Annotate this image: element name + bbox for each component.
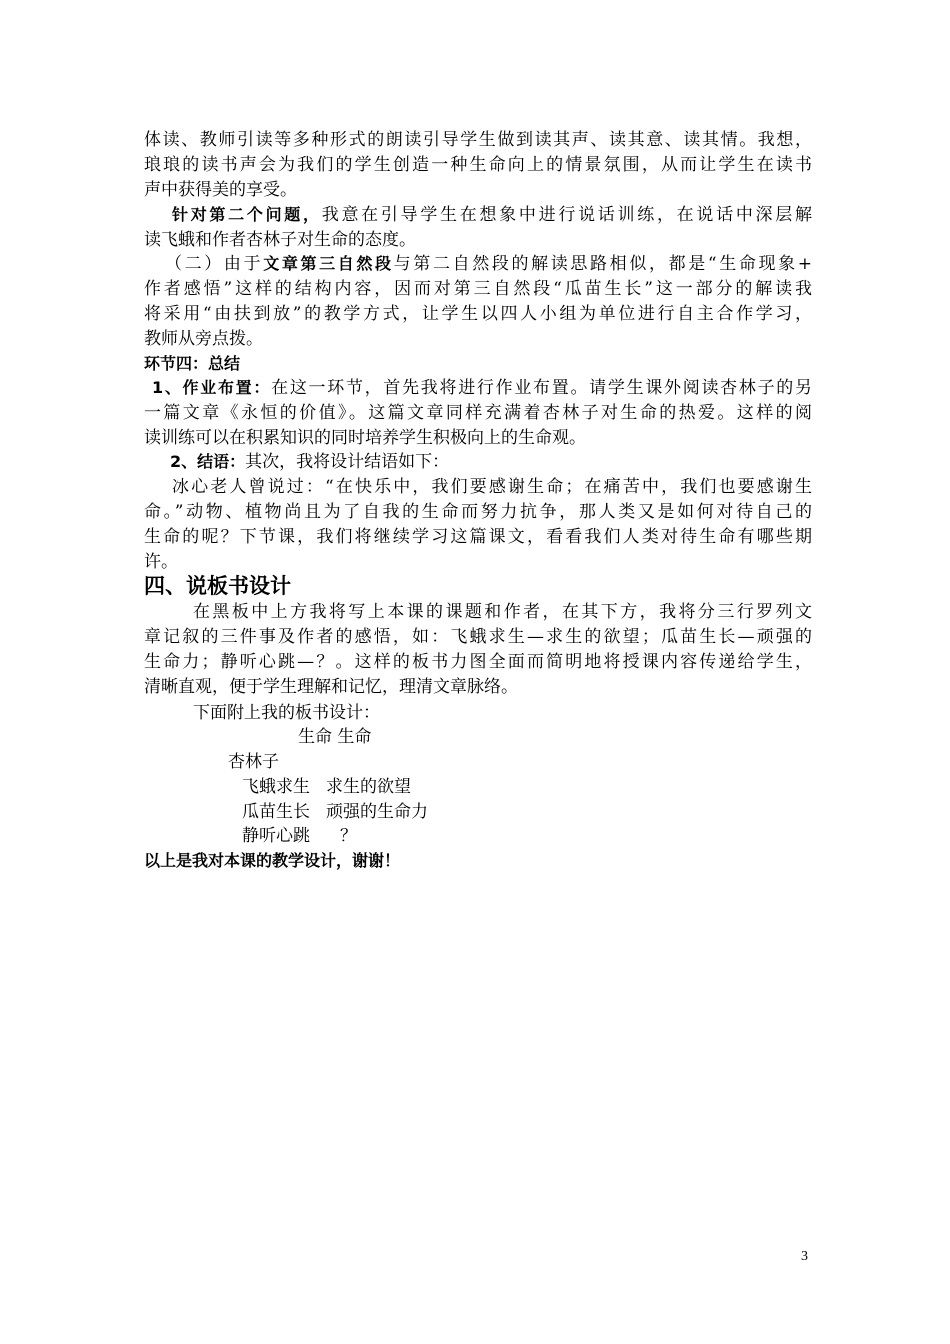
para-line: 许。 — [144, 552, 178, 572]
bold-lead: 针对第二个问题， — [172, 205, 322, 224]
para-line: 琅琅的读书声会为我们的学生创造一种生命向上的情景氛围，从而让学生在读书 — [144, 155, 812, 175]
text-span: （二）由于 — [165, 254, 264, 274]
text-span: 与第二自然段的解读思路相似，都是“生命现象+ — [393, 254, 812, 274]
para-line — [152, 376, 812, 400]
para-line: 命。”动物、植物尚且为了自我的生命而努力抗争，那人类又是如何对待自己的 — [144, 502, 812, 522]
board-author: 杏林子 — [228, 752, 279, 772]
para-line: 章记叙的三件事及作者的感悟，如：飞蛾求生—求生的欲望；瓜苗生长—顽强的 — [144, 627, 812, 647]
para-line — [170, 450, 838, 474]
text-span: 我意在引导学生在想象中进行说话训练，在说话中深层解 — [321, 205, 812, 225]
closing-line: 以上是我对本课的教学设计，谢谢！ — [144, 851, 401, 870]
board-event: 静听心跳 — [242, 826, 310, 846]
para-line: 声中获得美的享受。 — [144, 180, 297, 200]
para-line: 清晰直观，便于学生理解和记忆，理清文章脉络。 — [144, 677, 518, 697]
para-line: 教师从旁点拨。 — [144, 329, 263, 349]
bold-lead: 2、结语： — [170, 452, 246, 471]
para-line: 体读、教师引读等多种形式的朗读引导学生做到读其声、读其意、读其情。我想， — [144, 130, 812, 150]
para-line: 在黑板中上方我将写上本课的课题和作者，在其下方，我将分三行罗列文 — [193, 602, 812, 622]
para-line: 一篇文章《永恒的价值》。这篇文章同样充满着杏林子对生命的热爱。这样的阅 — [144, 403, 812, 423]
section-heading: 环节四：总结 — [144, 354, 241, 373]
para-line: 读飞蛾和作者杏林子对生命的态度。 — [144, 230, 416, 250]
page-number: 3 — [801, 1249, 808, 1264]
para-line: 作者感悟”这样的结构内容，因而对第三自然段“瓜苗生长”这一部分的解读我 — [144, 279, 812, 299]
board-insight: 顽强的生命力 — [326, 802, 428, 822]
text-span: 其次，我将设计结语如下： — [245, 452, 450, 472]
section-title: 四、说板书设计 — [144, 574, 291, 598]
para-line: 生命的呢？下节课，我们将继续学习这篇课文，看看我们人类对待生命有哪些期 — [144, 527, 812, 547]
bold-lead: 1、作业布置： — [152, 378, 272, 397]
para-line — [165, 252, 812, 276]
board-event: 飞蛾求生 — [242, 777, 310, 797]
para-line: 读训练可以在积累知识的同时培养学生积极向上的生命观。 — [144, 428, 586, 448]
para-line: 冰心老人曾说过：“在快乐中，我们要感谢生命；在痛苦中，我们也要感谢生 — [172, 477, 812, 497]
text-span: 在这一环节，首先我将进行作业布置。请学生课外阅读杏林子的另 — [271, 378, 812, 398]
para-line: 生命力；静听心跳—？。这样的板书力图全面而简明地将授课内容传递给学生， — [144, 652, 812, 672]
para-line: 将采用“由扶到放”的教学方式，让学生以四人小组为单位进行自主合作学习， — [144, 304, 812, 324]
board-insight: ？ — [340, 826, 357, 846]
bold-phrase: 文章第三自然段 — [263, 254, 394, 273]
board-insight: 求生的欲望 — [326, 777, 411, 797]
board-title: 生命 生命 — [298, 727, 372, 747]
board-intro: 下面附上我的板书设计： — [193, 703, 380, 723]
para-line — [172, 203, 812, 227]
board-event: 瓜苗生长 — [242, 802, 310, 822]
